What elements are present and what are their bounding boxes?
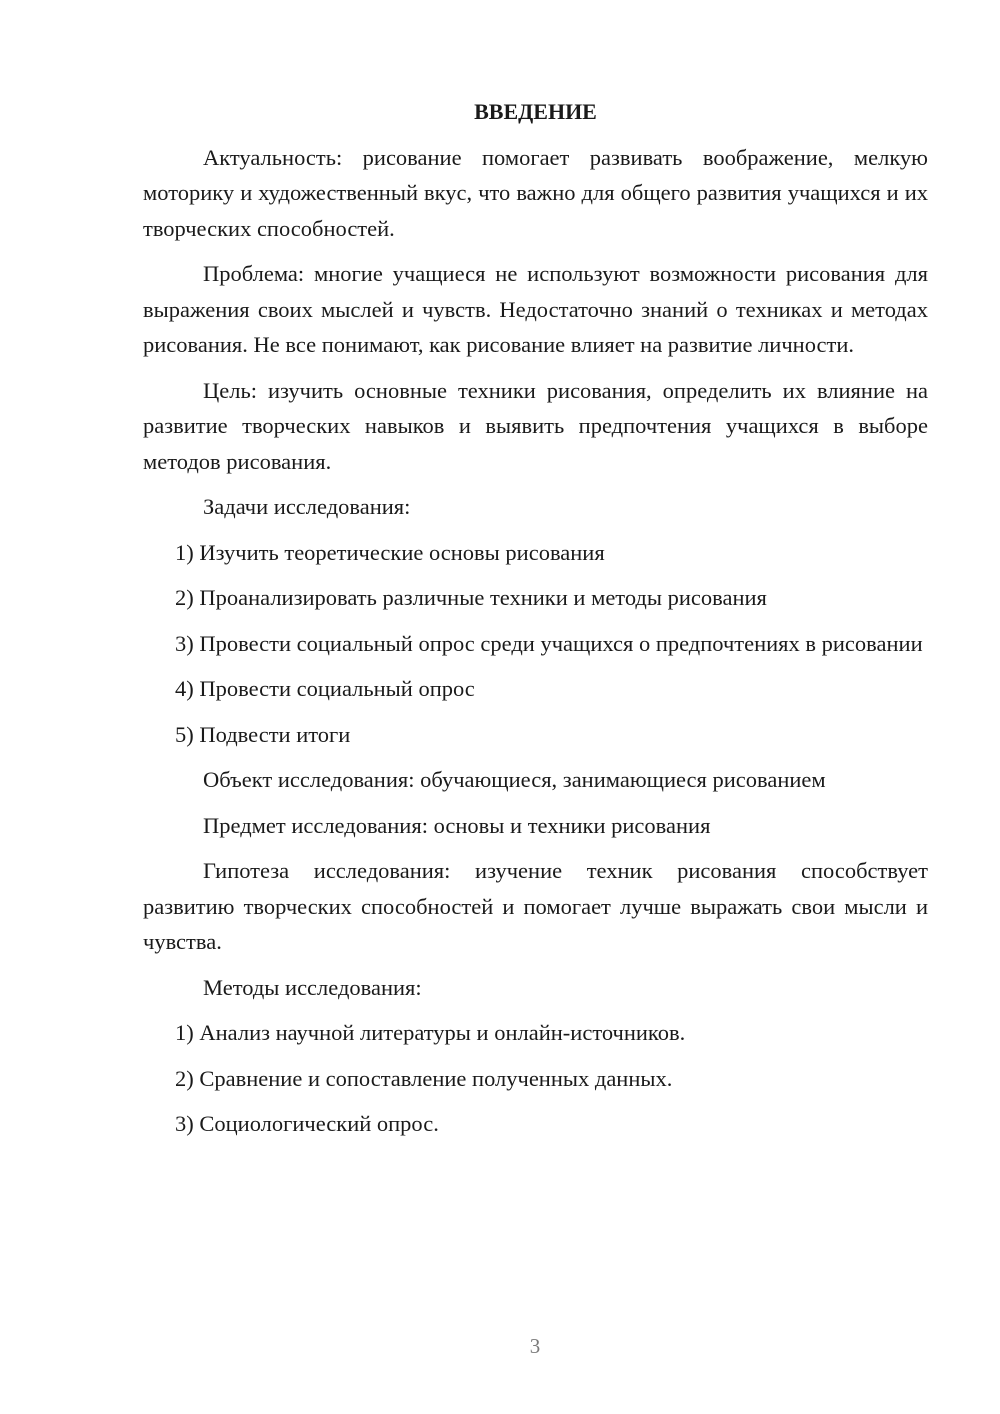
task-item: 1) Изучить теоретические основы рисования — [175, 539, 605, 565]
document-body — [143, 94, 928, 1152]
method-item: 2) Сравнение и сопоставление полученных данных. — [175, 1065, 673, 1091]
subject-paragraph: Предмет исследования: основы и техники рисования — [203, 812, 711, 838]
method-item: 1) Анализ научной литературы и онлайн-источников. — [175, 1020, 686, 1045]
methods-heading: Методы исследования: — [203, 974, 422, 1000]
goal-paragraph: Цель: изучить основные техники рисования, определить их влияние на развитие творческих навыков и выявить предпочтения учащихся в выборе методов рисования. — [143, 377, 928, 474]
problem-paragraph: Проблема: многие учащиеся не используют возможности рисования для выражения своих мыслей и чувств. Недостаточно знаний о техниках и методах рисования. Не все понимают, как рисование влияет на развитие личности. — [143, 261, 928, 357]
page-number: 3 — [529, 1334, 541, 1358]
task-item: 2) Проанализировать различные техники и методы рисования — [175, 585, 767, 610]
task-item: 3) Провести социальный опрос среди учащихся о предпочтениях в рисовании — [175, 630, 923, 656]
task-item: 4) Провести социальный опрос — [175, 676, 475, 701]
method-item: 3) Социологический опрос. — [175, 1111, 439, 1136]
hypothesis-paragraph: Гипотеза исследования: изучение техник рисования способствует развитию творческих способностей и помогает лучше выражать свои мысли и чувства. — [143, 858, 928, 954]
section-title: ВВЕДЕНИЕ — [474, 99, 597, 124]
relevance-paragraph: Актуальность: рисование помогает развивать воображение, мелкую моторику и художественный вкус, что важно для общего развития учащихся и их творческих способностей. — [143, 144, 928, 241]
task-item: 5) Подвести итоги — [175, 721, 351, 747]
tasks-heading: Задачи исследования: — [203, 494, 411, 519]
object-paragraph: Объект исследования: обучающиеся, занимающиеся рисованием — [203, 767, 826, 792]
